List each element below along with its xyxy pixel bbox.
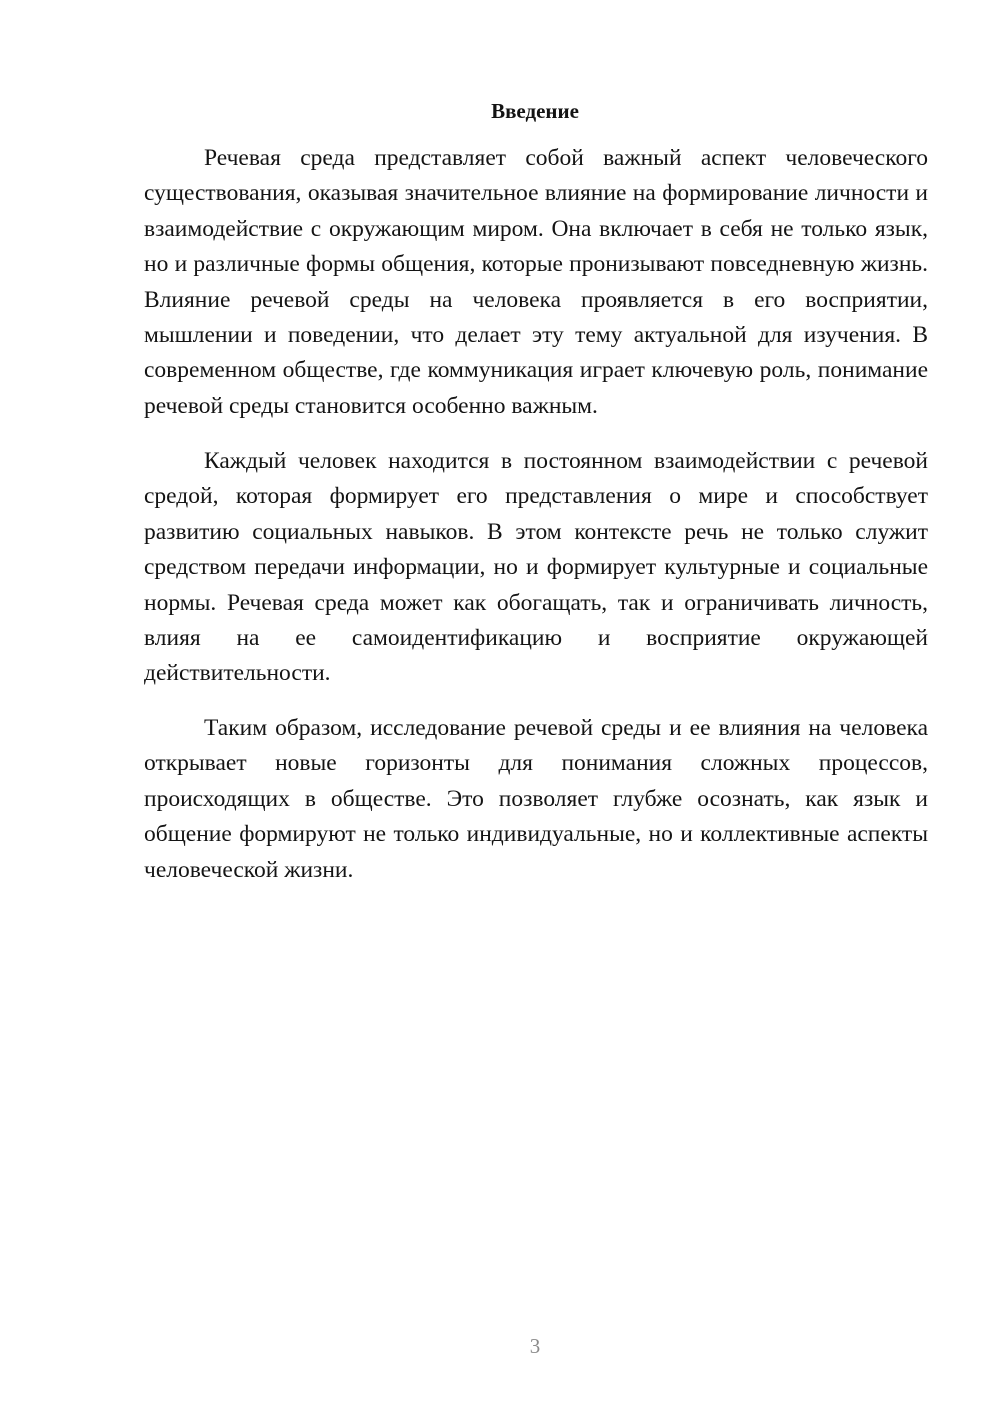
paragraph-3: Таким образом, исследование речевой среды и ее влияния на человека открывает новые горизонты для понимания сложных процессов, происходящих в обществе. Это позволяет глубже осознать, как язык и общение формируют не только индивидуальные, но и коллективные аспекты человеческой жизни. — [144, 715, 928, 883]
section-title: Введение — [491, 99, 579, 123]
paragraph-2: Каждый человек находится в постоянном взаимодействии с речевой средой, которая формирует его представления о мире и способствует развитию социальных навыков. В этом контексте речь не только служит средством передачи информации, но и формирует культурные и социальные нормы. Речевая среда может как обогащать, так и ограничивать личность, влияя на ее самоидентификацию и восприятие окружающей действительности. — [144, 448, 928, 687]
page-number: 3 — [529, 1334, 541, 1358]
paragraph-1: Речевая среда представляет собой важный аспект человеческого существования, оказывая значительное влияние на формирование личности и взаимодействие с окружающим миром. Она включает в себя не только язык, но и различные формы общения, которые пронизывают повседневную жизнь. Влияние речевой среды на человека проявляется в его восприятии, мышлении и поведении, что делает эту тему актуальной для изучения. В современном обществе, где коммуникация играет ключевую роль, понимание речевой среды становится особенно важным. — [144, 145, 928, 419]
